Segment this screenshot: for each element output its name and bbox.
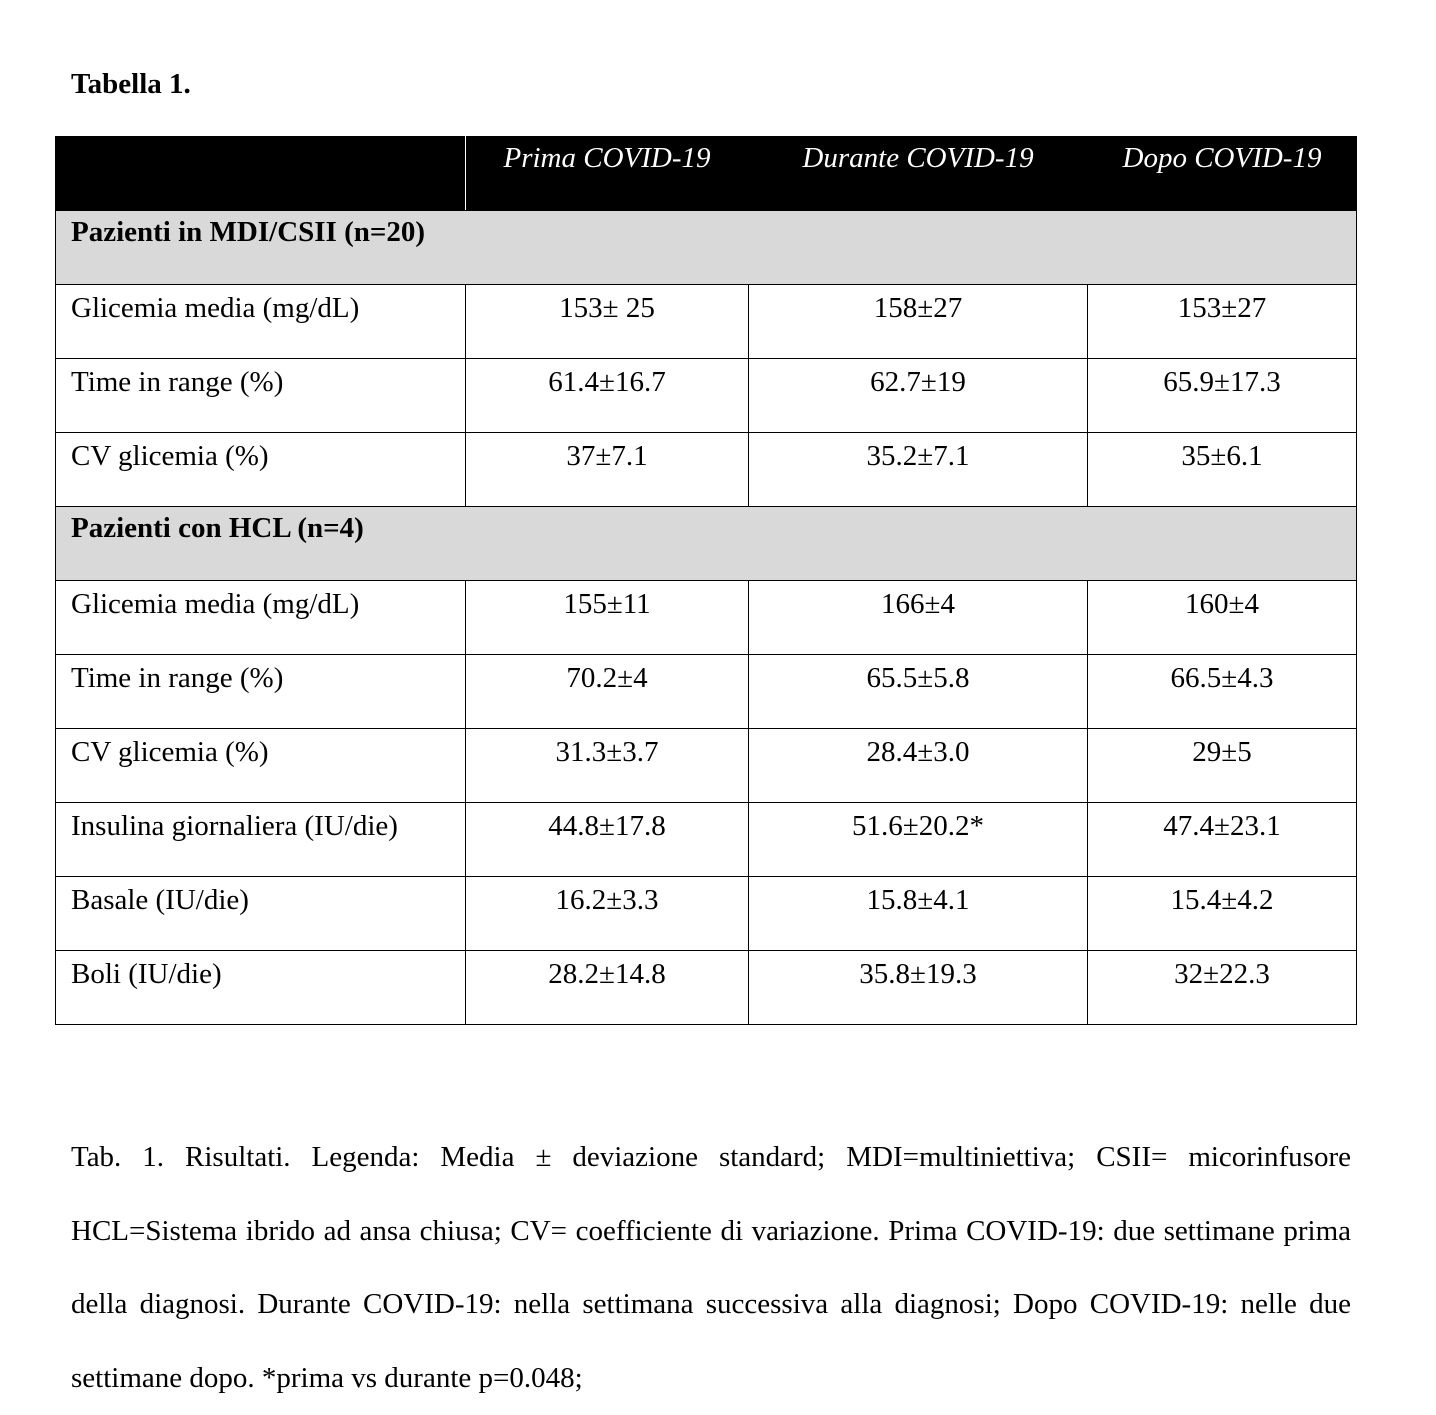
row-label: Glicemia media (mg/dL) (71, 292, 360, 324)
table-row (56, 285, 1357, 359)
table-row (56, 729, 1357, 803)
table-row (56, 877, 1357, 951)
table-caption: Tab. 1. Risultati. Legenda: Media ± deviazione standard; MDI=multiniettiva; CSII= micorinfusore HCL=Sistema ibrido ad ansa chiusa; CV= coefficiente di variazione. Prima COVID-19: due settimane prima della diagnosi. Durante COVID-19: nella settimana successiva alla diagnosi; Dopo COVID-19: nelle due settimane dopo. *prima vs durante p=0.048; (71, 1141, 1351, 1394)
cell-durante: 35.2±7.1 (866, 440, 970, 472)
cell-durante: 158±27 (873, 292, 963, 324)
table-title: Tabella 1. (71, 68, 191, 100)
row-label: CV glicemia (%) (71, 440, 269, 472)
section-label: Pazienti in MDI/CSII (n=20) (71, 216, 426, 248)
cell-durante: 166±4 (881, 588, 955, 620)
row-label: Boli (IU/die) (71, 958, 222, 990)
row-label: Insulina giornaliera (IU/die) (71, 810, 398, 842)
cell-prima: 70.2±4 (566, 662, 648, 694)
cell-durante: 15.8±4.1 (866, 884, 970, 916)
cell-dopo: 65.9±17.3 (1163, 366, 1281, 398)
cell-dopo: 153±27 (1177, 292, 1267, 324)
header-dopo-label: Dopo COVID-19 (1122, 142, 1322, 174)
row-label: CV glicemia (%) (71, 736, 269, 768)
cell-prima: 44.8±17.8 (548, 810, 666, 842)
cell-dopo: 32±22.3 (1174, 958, 1270, 990)
cell-dopo: 29±5 (1192, 736, 1252, 768)
header-dopo (1088, 137, 1357, 211)
cell-durante: 62.7±19 (870, 366, 966, 398)
header-prima-label: Prima COVID-19 (503, 142, 711, 174)
cell-durante: 35.8±19.3 (859, 958, 977, 990)
results-table (55, 136, 1357, 1025)
cell-prima: 16.2±3.3 (555, 884, 659, 916)
section-row-hcl (56, 507, 1357, 581)
cell-prima: 37±7.1 (566, 440, 648, 472)
cell-durante: 65.5±5.8 (866, 662, 970, 694)
cell-prima: 155±11 (563, 588, 651, 620)
header-row (56, 137, 1357, 211)
cell-prima: 153± 25 (559, 292, 655, 324)
cell-prima: 61.4±16.7 (548, 366, 666, 398)
cell-dopo: 35±6.1 (1181, 440, 1263, 472)
cell-durante: 51.6±20.2* (852, 810, 984, 842)
cell-prima: 31.3±3.7 (555, 736, 659, 768)
header-corner-cell (56, 137, 466, 211)
table-row (56, 655, 1357, 729)
table-row (56, 581, 1357, 655)
cell-dopo: 66.5±4.3 (1170, 662, 1274, 694)
section-label: Pazienti con HCL (n=4) (71, 512, 364, 544)
table-row (56, 433, 1357, 507)
cell-prima: 28.2±14.8 (548, 958, 666, 990)
table-row (56, 359, 1357, 433)
header-durante (749, 137, 1088, 211)
cell-dopo: 160±4 (1185, 588, 1259, 620)
cell-dopo: 15.4±4.2 (1170, 884, 1274, 916)
row-label: Basale (IU/die) (71, 884, 249, 916)
table-row (56, 803, 1357, 877)
header-durante-label: Durante COVID-19 (802, 142, 1034, 174)
section-row-mdi-csii (56, 211, 1357, 285)
row-label: Time in range (%) (71, 662, 284, 694)
row-label: Glicemia media (mg/dL) (71, 588, 360, 620)
cell-durante: 28.4±3.0 (866, 736, 970, 768)
cell-dopo: 47.4±23.1 (1163, 810, 1281, 842)
table-row (56, 951, 1357, 1025)
header-prima (466, 137, 749, 211)
row-label: Time in range (%) (71, 366, 284, 398)
